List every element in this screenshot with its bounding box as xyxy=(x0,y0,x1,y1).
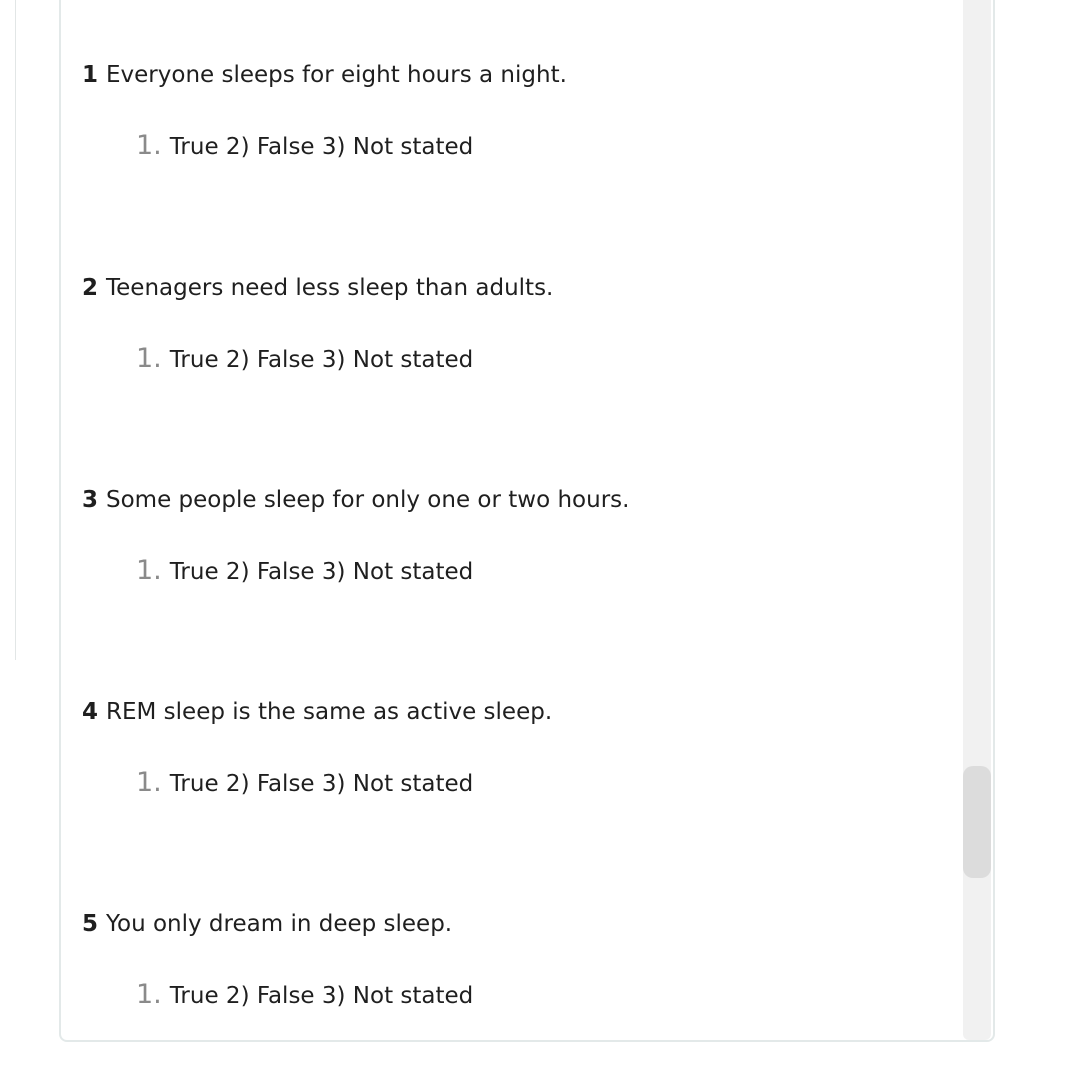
question-item xyxy=(82,485,942,586)
scrollbar-thumb[interactable] xyxy=(963,766,991,878)
question-item xyxy=(82,273,942,374)
options-list-marker: 1. xyxy=(136,343,162,374)
options-text: True 2) False 3) Not stated xyxy=(169,771,474,797)
question-text xyxy=(82,909,942,939)
options-text: True 2) False 3) Not stated xyxy=(169,347,474,373)
question-number: 2 xyxy=(82,275,99,301)
question-item xyxy=(82,909,942,1010)
options-text: True 2) False 3) Not stated xyxy=(169,983,474,1009)
question-statement: You only dream in deep sleep. xyxy=(106,911,453,937)
answer-options[interactable] xyxy=(136,555,473,588)
question-number: 3 xyxy=(82,487,99,513)
options-list-marker: 1. xyxy=(136,130,162,161)
question-text xyxy=(82,697,942,727)
question-number: 1 xyxy=(82,62,99,88)
quiz-panel[interactable] xyxy=(59,0,995,1042)
question-number: 5 xyxy=(82,911,99,937)
question-item xyxy=(82,697,942,798)
question-statement: REM sleep is the same as active sleep. xyxy=(106,699,553,725)
options-list-marker: 1. xyxy=(136,555,162,586)
answer-options[interactable] xyxy=(136,343,473,376)
answer-options[interactable] xyxy=(136,767,473,800)
answer-options[interactable] xyxy=(136,130,473,163)
question-statement: Some people sleep for only one or two hours. xyxy=(106,487,630,513)
options-list-marker: 1. xyxy=(136,767,162,798)
question-text xyxy=(82,60,942,90)
question-text xyxy=(82,273,942,303)
answer-options[interactable] xyxy=(136,979,473,1012)
options-text: True 2) False 3) Not stated xyxy=(169,559,474,585)
options-text: True 2) False 3) Not stated xyxy=(169,134,474,160)
question-text xyxy=(82,485,942,515)
options-list-marker: 1. xyxy=(136,979,162,1010)
scrollbar-track[interactable] xyxy=(963,0,991,1040)
question-item xyxy=(82,60,942,161)
left-divider xyxy=(15,0,16,660)
question-statement: Everyone sleeps for eight hours a night. xyxy=(106,62,567,88)
question-number: 4 xyxy=(82,699,99,725)
question-statement: Teenagers need less sleep than adults. xyxy=(106,275,554,301)
